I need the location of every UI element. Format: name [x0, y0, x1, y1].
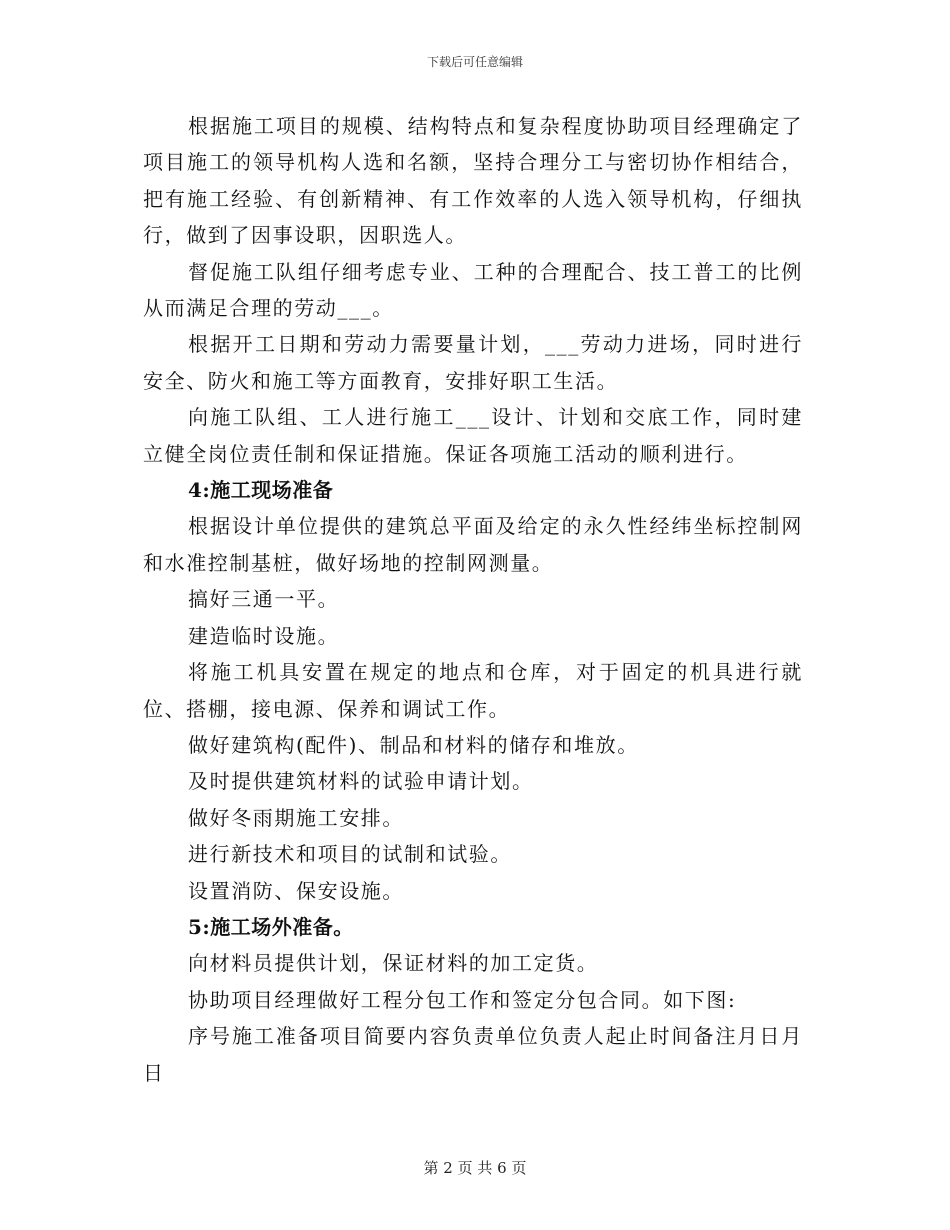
section-heading: 4:施工现场准备 — [188, 478, 334, 503]
page-footer: 第 2 页 共 6 页 — [423, 1159, 527, 1177]
paragraph: 搞好三通一平。 — [188, 587, 340, 612]
paragraph: 做好冬雨期施工安排。 — [188, 805, 404, 830]
paragraph: 向施工队组、工人进行施工___设计、计划和交底工作，同时建立健全岗位责任制和保证措施。保证各项施工活动的顺利进行。 — [143, 405, 803, 466]
paragraph: 设置消防、保安设施。 — [188, 878, 404, 903]
paragraph: 做好建筑构(配件)、制品和材料的储存和堆放。 — [188, 732, 639, 757]
paragraph: 将施工机具安置在规定的地点和仓库，对于固定的机具进行就位、搭棚，接电源、保养和调试工作。 — [143, 660, 803, 721]
page-header: 下载后可任意编辑 — [426, 55, 523, 69]
paragraph: 向材料员提供计划，保证材料的加工定货。 — [188, 951, 599, 976]
section-heading: 5:施工场外准备。 — [188, 914, 354, 939]
paragraph: 进行新技术和项目的试制和试验。 — [188, 842, 512, 867]
paragraph: 协助项目经理做好工程分包工作和签定分包合同。如下图: — [188, 987, 737, 1012]
paragraph: 及时提供建筑材料的试验申请计划。 — [188, 769, 534, 794]
paragraph: 序号施工准备项目简要内容负责单位负责人起止时间备注月日月日 — [143, 1024, 803, 1085]
paragraph: 督促施工队组仔细考虑专业、工种的合理配合、技工普工的比例从而满足合理的劳动___。 — [143, 259, 803, 321]
paragraph: 建造临时设施。 — [188, 623, 340, 648]
paragraph: 根据施工项目的规模、结构特点和复杂程度协助项目经理确定了项目施工的领导机构人选和名额，坚持合理分工与密切协作相结合，把有施工经验、有创新精神、有工作效率的人选入领导机构，仔细执行，做到了因事设职，因职选人。 — [143, 114, 803, 248]
paragraph: 根据设计单位提供的建筑总平面及给定的永久性经纬坐标控制网和水准控制基桩，做好场地的控制网测量。 — [143, 514, 803, 575]
document-body — [143, 108, 803, 1091]
paragraph: 根据开工日期和劳动力需要量计划，___劳动力进场，同时进行安全、防火和施工等方面教育，安排好职工生活。 — [143, 332, 803, 393]
